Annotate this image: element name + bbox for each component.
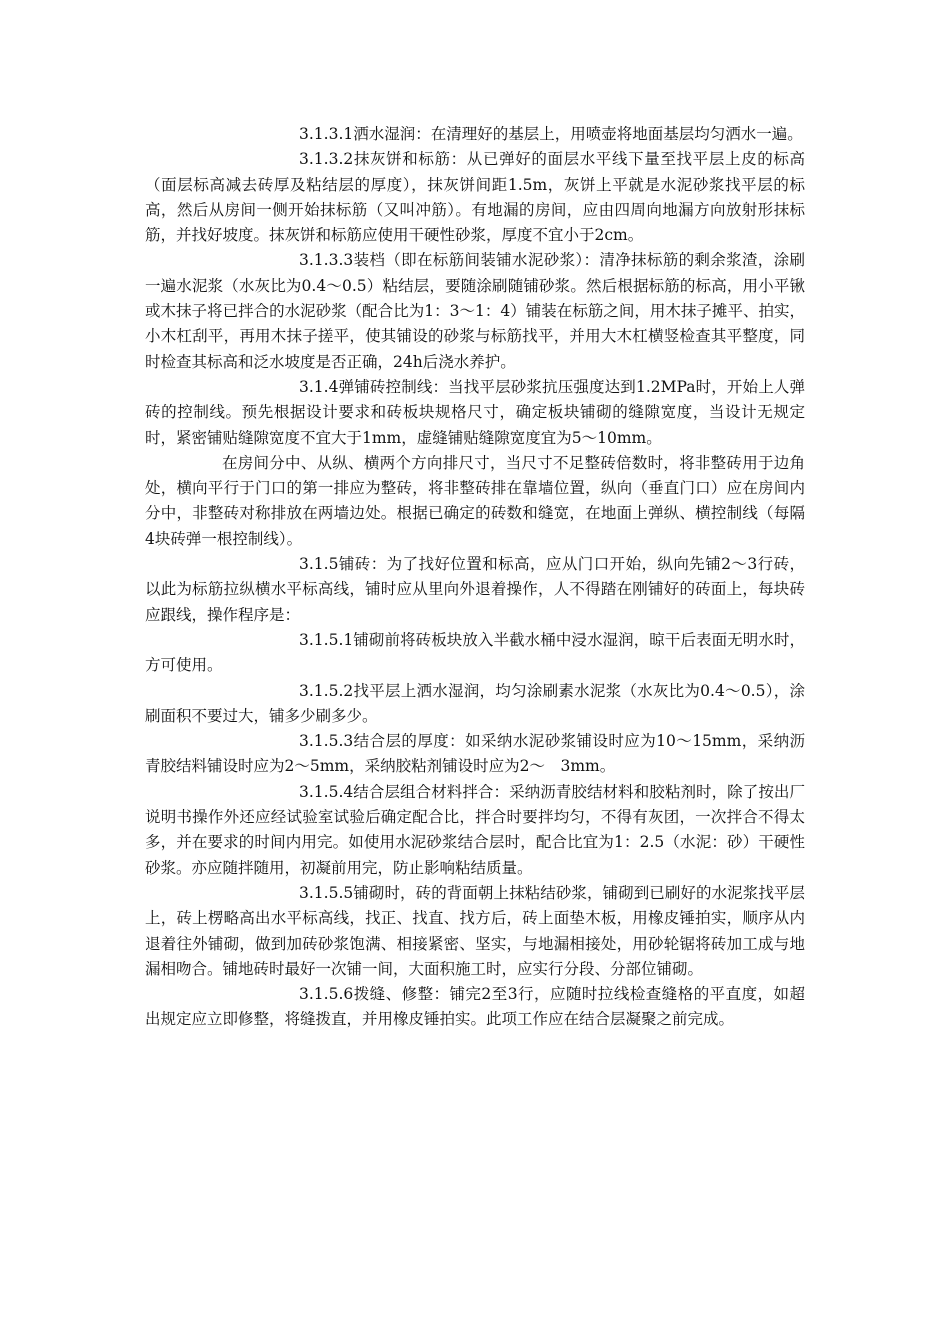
paragraph-3-1-5-5 [145, 881, 805, 982]
paragraph-3-1-3-1 [145, 122, 805, 147]
paragraph-text: 洒水湿润：在清理好的基层上，用喷壶将地面基层均匀洒水一遍。 [353, 125, 803, 143]
document-body [145, 122, 805, 1033]
paragraph-3-1-5-3 [145, 729, 805, 780]
paragraph-layout-lines [145, 451, 805, 552]
paragraph-text: 在房间分中、从纵、横两个方向排尺寸，当尺寸不足整砖倍数时，将非整砖用于边角处，横向平行于门口的第一排应为整砖，将非整砖排在靠墙位置，纵向（垂直门口）应在房间内分中，非整砖对称排放在两墙边处。根据已确定的砖数和缝宽，在地面上弹纵、横控制线（每隔4块砖弹一根控制线）。 [145, 453, 805, 548]
paragraph-3-1-3-3 [145, 248, 805, 374]
clause-number: 3.1.5.5 [299, 883, 354, 902]
paragraph-text: 弹铺砖控制线：当找平层砂浆抗压强度达到1.2MPa时，开始上人弹砖的控制线。预先根据设计要求和砖板块规格尺寸，确定板块铺砌的缝隙宽度，当设计无规定时，紧密铺贴缝隙宽度不宜大于1mm，虚缝铺贴缝隙宽度宜为5～10mm。 [145, 377, 805, 447]
paragraph-text: 结合层组合材料拌合：采纳沥青胶结材料和胶粘剂时，除了按出厂说明书操作外还应经试验室试验后确定配合比，拌合时要拌均匀，不得有灰团，一次拌合不得太多，并在要求的时间内用完。如使用水泥砂浆结合层时，配合比宜为1：2.5（水泥：砂）干硬性砂浆。亦应随拌随用，初凝前用完，防止影响粘结质量。 [145, 782, 805, 877]
paragraph-text: 铺砖：为了找好位置和标高，应从门口开始，纵向先铺2～3行砖，以此为标筋拉纵横水平标高线，铺时应从里向外退着操作，人不得踏在刚铺好的砖面上，每块砖应跟线，操作程序是： [145, 555, 805, 624]
clause-number: 3.1.5.4 [299, 782, 354, 801]
clause-number: 3.1.5 [299, 555, 339, 574]
paragraph-text: 拨缝、修整：铺完2至3行，应随时拉线检查缝格的平直度，如超出规定应立即修整，将缝拨直，并用橡皮锤拍实。此项工作应在结合层凝聚之前完成。 [145, 985, 805, 1029]
clause-number: 3.1.5.3 [299, 732, 354, 751]
clause-number: 3.1.5.6 [299, 985, 354, 1004]
paragraph-3-1-5-6 [145, 982, 805, 1033]
paragraph-3-1-5-1 [145, 628, 805, 679]
paragraph-text: 抹灰饼和标筋：从已弹好的面层水平线下量至找平层上皮的标高（面层标高减去砖厚及粘结层的厚度），抹灰饼间距1.5m，灰饼上平就是水泥砂浆找平层的标高，然后从房间一侧开始抹标筋（又叫冲筋）。有地漏的房间，应由四周向地漏方向放射形抹标筋，并找好坡度。抹灰饼和标筋应使用干硬性砂浆，厚度不宜小于2cm。 [145, 150, 805, 245]
clause-number: 3.1.3.3 [299, 251, 354, 270]
clause-number: 3.1.5.1 [299, 630, 354, 649]
paragraph-3-1-4 [145, 375, 805, 451]
paragraph-3-1-5-4 [145, 780, 805, 881]
clause-number: 3.1.4 [299, 377, 339, 396]
paragraph-3-1-3-2 [145, 147, 805, 248]
clause-number: 3.1.3.2 [299, 150, 354, 169]
paragraph-text: 装档（即在标筋间装铺水泥砂浆）：清净抹标筋的剩余浆渣，涂刷一遍水泥浆（水灰比为0.4～0.5）粘结层，要随涂刷随铺砂浆。然后根据标筋的标高，用小平锹或木抹子将已拌合的水泥砂浆（配合比为1：3～1：4）铺装在标筋之间，用木抹子摊平、拍实，小木杠刮平，再用木抹子搓平，使其铺设的砂浆与标筋找平，并用大木杠横竖检查其平整度，同时检查其标高和泛水坡度是否正确，24h后浇水养护。 [145, 251, 805, 371]
paragraph-text: 结合层的厚度：如采纳水泥砂浆铺设时应为10～15mm，采纳沥青胶结料铺设时应为2～5mm，采纳胶粘剂铺设时应为2～ 3mm。 [145, 732, 805, 776]
paragraph-text: 找平层上洒水湿润，均匀涂刷素水泥浆（水灰比为0.4～0.5），涂刷面积不要过大，铺多少刷多少。 [145, 681, 805, 725]
paragraph-3-1-5 [145, 552, 805, 628]
paragraph-text: 铺砌前将砖板块放入半截水桶中浸水湿润，晾干后表面无明水时，方可使用。 [145, 630, 805, 675]
clause-number: 3.1.3.1 [299, 125, 354, 143]
paragraph-3-1-5-2 [145, 679, 805, 730]
paragraph-text: 铺砌时，砖的背面朝上抹粘结砂浆，铺砌到已刷好的水泥浆找平层上，砖上楞略高出水平标高线，找正、找直、找方后，砖上面垫木板，用橡皮锤拍实，顺序从内退着往外铺砌，做到加砖砂浆饱满、相接紧密、坚实，与地漏相接处，用砂轮锯将砖加工成与地漏相吻合。铺地砖时最好一次铺一间，大面积施工时，应实行分段、分部位铺砌。 [145, 883, 805, 978]
clause-number: 3.1.5.2 [299, 681, 354, 700]
